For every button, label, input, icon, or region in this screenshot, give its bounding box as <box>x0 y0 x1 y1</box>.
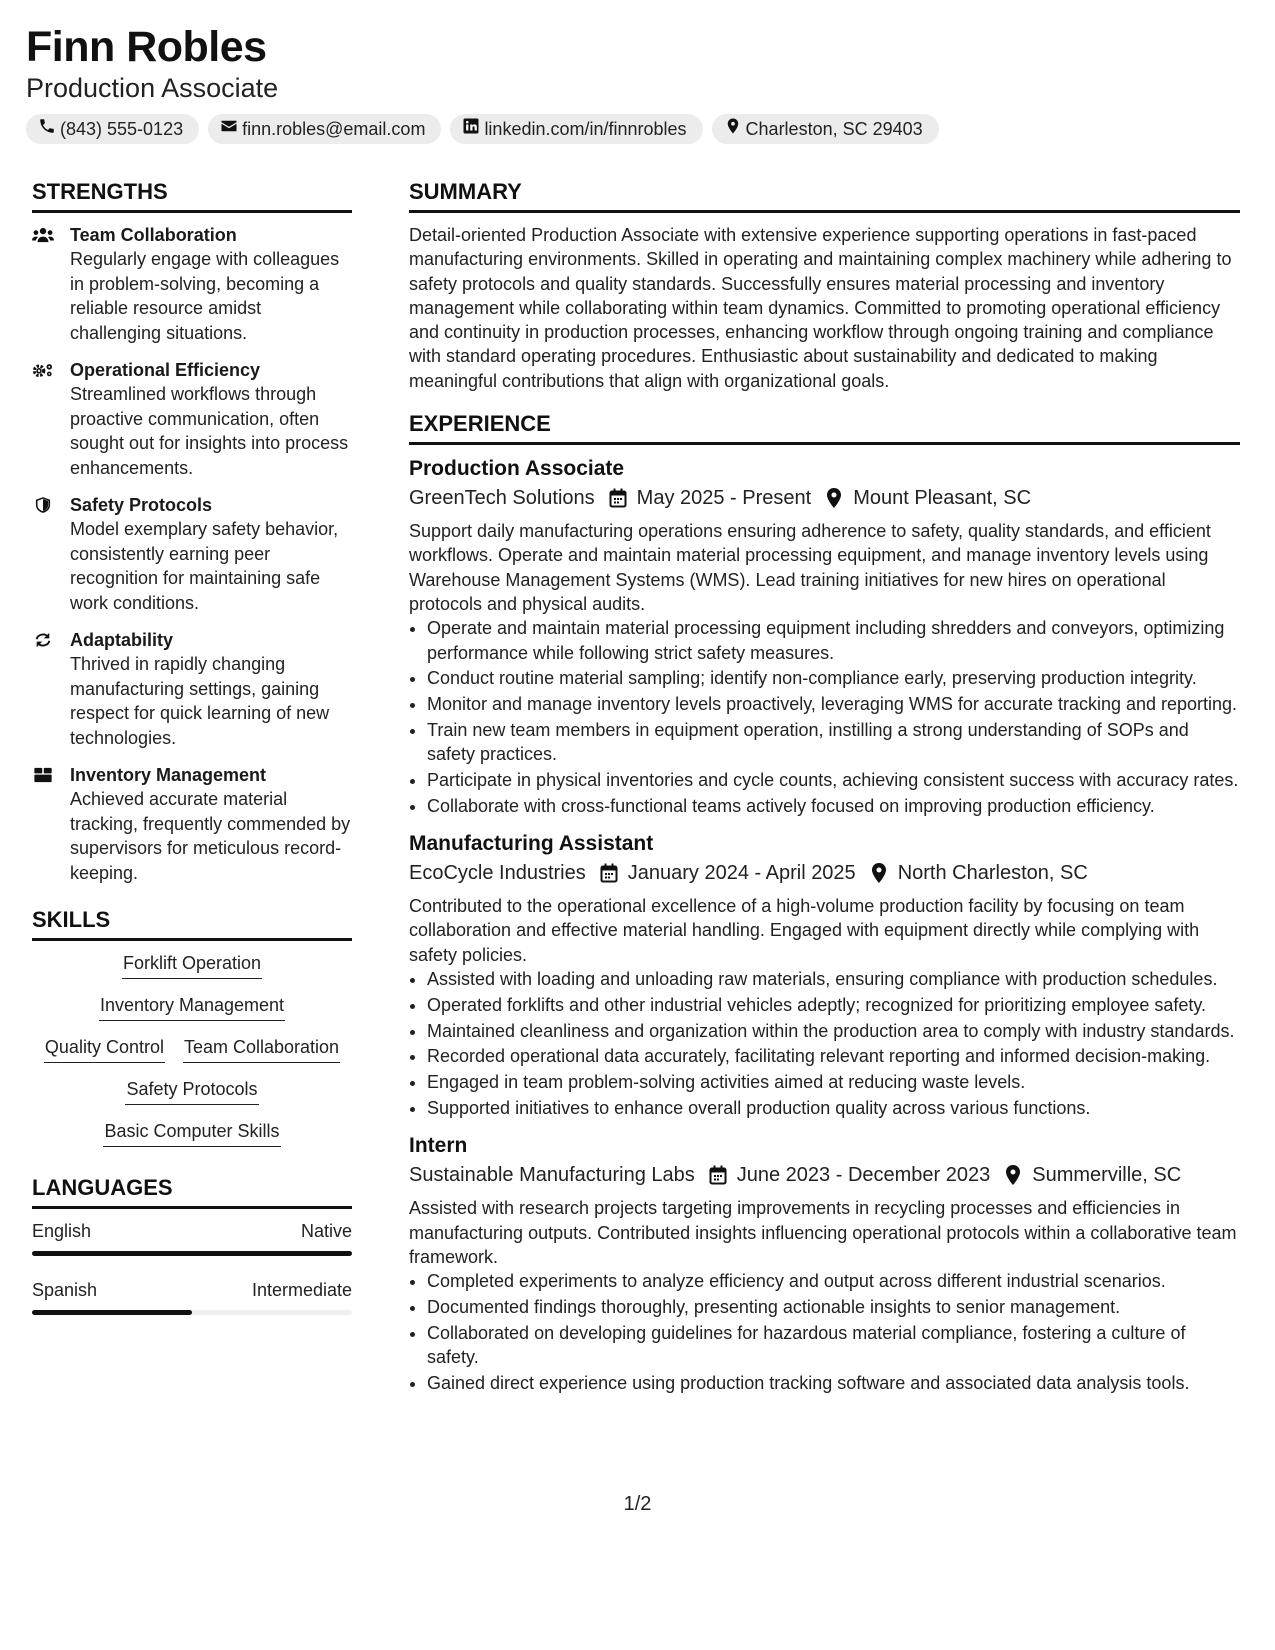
job-location: North Charleston, SC <box>897 862 1088 885</box>
job-title: Intern <box>409 1134 468 1158</box>
job-bullet: • Participate in physical inventories and cycle counts, achieving consistent success with accuracy rates. <box>427 768 1240 792</box>
job-bullets <box>409 616 1240 818</box>
map-pin-icon <box>1004 1165 1022 1185</box>
skill-tag: Inventory Management <box>99 993 285 1021</box>
calendar-icon <box>600 863 618 883</box>
job-entry <box>409 455 1240 818</box>
linkedin-icon <box>462 117 480 141</box>
gears-icon <box>32 358 56 480</box>
contact-linkedin-text: linkedin.com/in/finnrobles <box>484 119 687 139</box>
job-description: Assisted with research projects targeting improvements in recycling processes and efficiencies in manufacturing outputs. Contributed insights influencing operational protocols within a collaborative team framework. <box>409 1198 1237 1267</box>
phone-icon <box>38 117 56 141</box>
job-bullets <box>409 1269 1240 1395</box>
contact-location <box>712 114 939 144</box>
job-dates: June 2023 - December 2023 <box>736 1164 991 1187</box>
strength-item <box>32 628 352 750</box>
sync-icon <box>32 628 56 750</box>
language-level: Intermediate <box>251 1280 352 1300</box>
job-meta <box>409 858 1240 888</box>
strength-desc: Model exemplary safety behavior, consistently earning peer recognition for maintaining safe work conditions. <box>70 519 339 613</box>
job-meta <box>409 483 1240 513</box>
skills-list <box>32 951 352 1147</box>
strengths-heading: STRENGTHS <box>32 179 352 213</box>
strength-item <box>32 763 352 885</box>
language-proficiency-bar <box>32 1251 352 1256</box>
job-bullet: • Supported initiatives to enhance overall production quality across various functions. <box>427 1096 1240 1120</box>
candidate-name: Finn Robles <box>26 23 267 71</box>
language-proficiency-bar <box>32 1310 352 1315</box>
job-bullet: • Assisted with loading and unloading raw materials, ensuring compliance with production schedules. <box>427 967 1240 991</box>
job-bullet: • Monitor and manage inventory levels proactively, leveraging WMS for accurate tracking and reporting. <box>427 692 1240 716</box>
job-bullet: • Engaged in team problem-solving activities aimed at reducing waste levels. <box>427 1070 1240 1094</box>
job-meta <box>409 1160 1240 1190</box>
language-item <box>32 1278 352 1315</box>
job-bullet: • Train new team members in equipment operation, instilling a strong understanding of SOPs and safety practices. <box>427 718 1240 767</box>
contact-phone[interactable] <box>26 114 199 144</box>
envelope-icon <box>220 117 238 141</box>
job-entry <box>409 1132 1240 1395</box>
resume-page <box>26 22 1248 1393</box>
skill-tag: Team Collaboration <box>183 1035 340 1063</box>
job-location: Mount Pleasant, SC <box>853 487 1032 510</box>
job-title: Production Associate <box>409 457 625 481</box>
job-dates: January 2024 - April 2025 <box>627 862 856 885</box>
strength-item <box>32 223 352 345</box>
strength-title: Operational Efficiency <box>70 360 261 380</box>
job-bullet: • Operated forklifts and other industrial vehicles adeptly; recognized for prioritizing employee safety. <box>427 993 1240 1017</box>
job-bullet: • Conduct routine material sampling; identify non-compliance early, preserving production integrity. <box>427 666 1240 690</box>
strength-desc: Achieved accurate material tracking, frequently commended by supervisors for meticulous record-keeping. <box>70 789 351 883</box>
job-description: Contributed to the operational excellence of a high-volume production facility by focusing on team collaboration and effective material handling. Engaged with equipment directly while complying with safety policies. <box>409 896 1200 965</box>
map-pin-icon <box>825 488 843 508</box>
right-column <box>409 179 1240 1407</box>
strength-desc: Regularly engage with colleagues in problem-solving, becoming a reliable resource amidst challenging situations. <box>70 249 340 343</box>
strength-desc: Thrived in rapidly changing manufacturing settings, gaining respect for quick learning of new technologies. <box>70 654 330 748</box>
candidate-headline: Production Associate <box>26 73 279 103</box>
strength-item <box>32 358 352 480</box>
job-bullet: • Collaborated on developing guidelines for hazardous material compliance, fostering a culture of safety. <box>427 1321 1240 1370</box>
job-title: Manufacturing Assistant <box>409 832 654 856</box>
job-location: Summerville, SC <box>1032 1164 1182 1187</box>
strength-title: Adaptability <box>70 630 174 650</box>
skill-tag: Basic Computer Skills <box>103 1119 280 1147</box>
contact-location-text: Charleston, SC 29403 <box>745 119 923 139</box>
job-bullet: • Recorded operational data accurately, facilitating relevant reporting and informed decision-making. <box>427 1044 1240 1068</box>
job-bullets <box>409 967 1240 1120</box>
box-icon <box>32 763 56 885</box>
job-bullet: • Maintained cleanliness and organization within the production area to comply with industry standards. <box>427 1019 1240 1043</box>
job-dates: May 2025 - Present <box>636 487 812 510</box>
job-bullet: • Operate and maintain material processing equipment including shredders and conveyors, optimizing performance while following strict safety measures. <box>427 616 1240 665</box>
language-item <box>32 1219 352 1256</box>
job-company: GreenTech Solutions <box>409 487 595 510</box>
contact-phone-text: (843) 555-0123 <box>60 119 184 139</box>
job-company: Sustainable Manufacturing Labs <box>409 1164 695 1187</box>
calendar-icon <box>609 488 627 508</box>
contact-linkedin[interactable] <box>450 114 702 144</box>
strength-title: Team Collaboration <box>70 225 237 245</box>
contact-email[interactable] <box>208 114 441 144</box>
experience-heading: EXPERIENCE <box>409 411 1240 445</box>
left-column <box>32 179 352 1337</box>
job-bullet: • Documented findings thoroughly, presenting actionable insights to senior management. <box>427 1295 1240 1319</box>
page-number: 1/2 <box>623 1493 652 1515</box>
summary-heading: SUMMARY <box>409 179 1240 213</box>
contact-email-text: finn.robles@email.com <box>242 119 426 139</box>
job-entry <box>409 830 1240 1120</box>
job-description: Support daily manufacturing operations ensuring adherence to safety, quality standards, and efficient workflows. Operate and maintain material processing equipment, and manage inventory levels using Warehouse Management Systems (WMS). Lead training initiatives for new hires on operational protocols and physical audits. <box>409 521 1211 614</box>
map-pin-icon <box>870 863 888 883</box>
job-company: EcoCycle Industries <box>409 862 586 885</box>
summary-text: Detail-oriented Production Associate with extensive experience supporting operations in fast-paced manufacturing environments. Skilled in operating and maintaining complex machinery while adhering to safety protocols and quality standards. Successfully ensures material processing and inventory management while collaborating within team dynamics. Committed to promoting operational efficiency and continuity in production processes, enhancing workflow through ongoing training and compliance with standard operating procedures. Enthusiastic about sustainability and dedicated to making meaningful contributions that align with organizational goals. <box>409 225 1232 391</box>
language-proficiency-fill <box>32 1251 352 1256</box>
skills-heading: SKILLS <box>32 907 352 941</box>
calendar-icon <box>709 1165 727 1185</box>
language-proficiency-fill <box>32 1310 192 1315</box>
language-name: English <box>32 1221 92 1241</box>
shield-icon <box>32 493 56 615</box>
strength-title: Inventory Management <box>70 765 267 785</box>
skill-tag: Quality Control <box>44 1035 165 1063</box>
strength-desc: Streamlined workflows through proactive communication, often sought out for insights into process enhancements. <box>70 384 349 478</box>
languages-heading: LANGUAGES <box>32 1175 352 1209</box>
job-bullet: • Gained direct experience using production tracking software and associated data analysis tools. <box>427 1371 1240 1395</box>
language-level: Native <box>300 1221 352 1241</box>
contact-bar <box>26 114 1248 144</box>
skill-tag: Forklift Operation <box>122 951 262 979</box>
strength-item <box>32 493 352 615</box>
strength-title: Safety Protocols <box>70 495 213 515</box>
skill-tag: Safety Protocols <box>125 1077 258 1105</box>
job-bullet: • Collaborate with cross-functional teams actively focused on improving production efficiency. <box>427 794 1240 818</box>
users-icon <box>32 223 56 345</box>
map-pin-icon <box>724 117 742 141</box>
language-name: Spanish <box>32 1280 98 1300</box>
job-bullet: • Completed experiments to analyze efficiency and output across different industrial scenarios. <box>427 1269 1240 1293</box>
